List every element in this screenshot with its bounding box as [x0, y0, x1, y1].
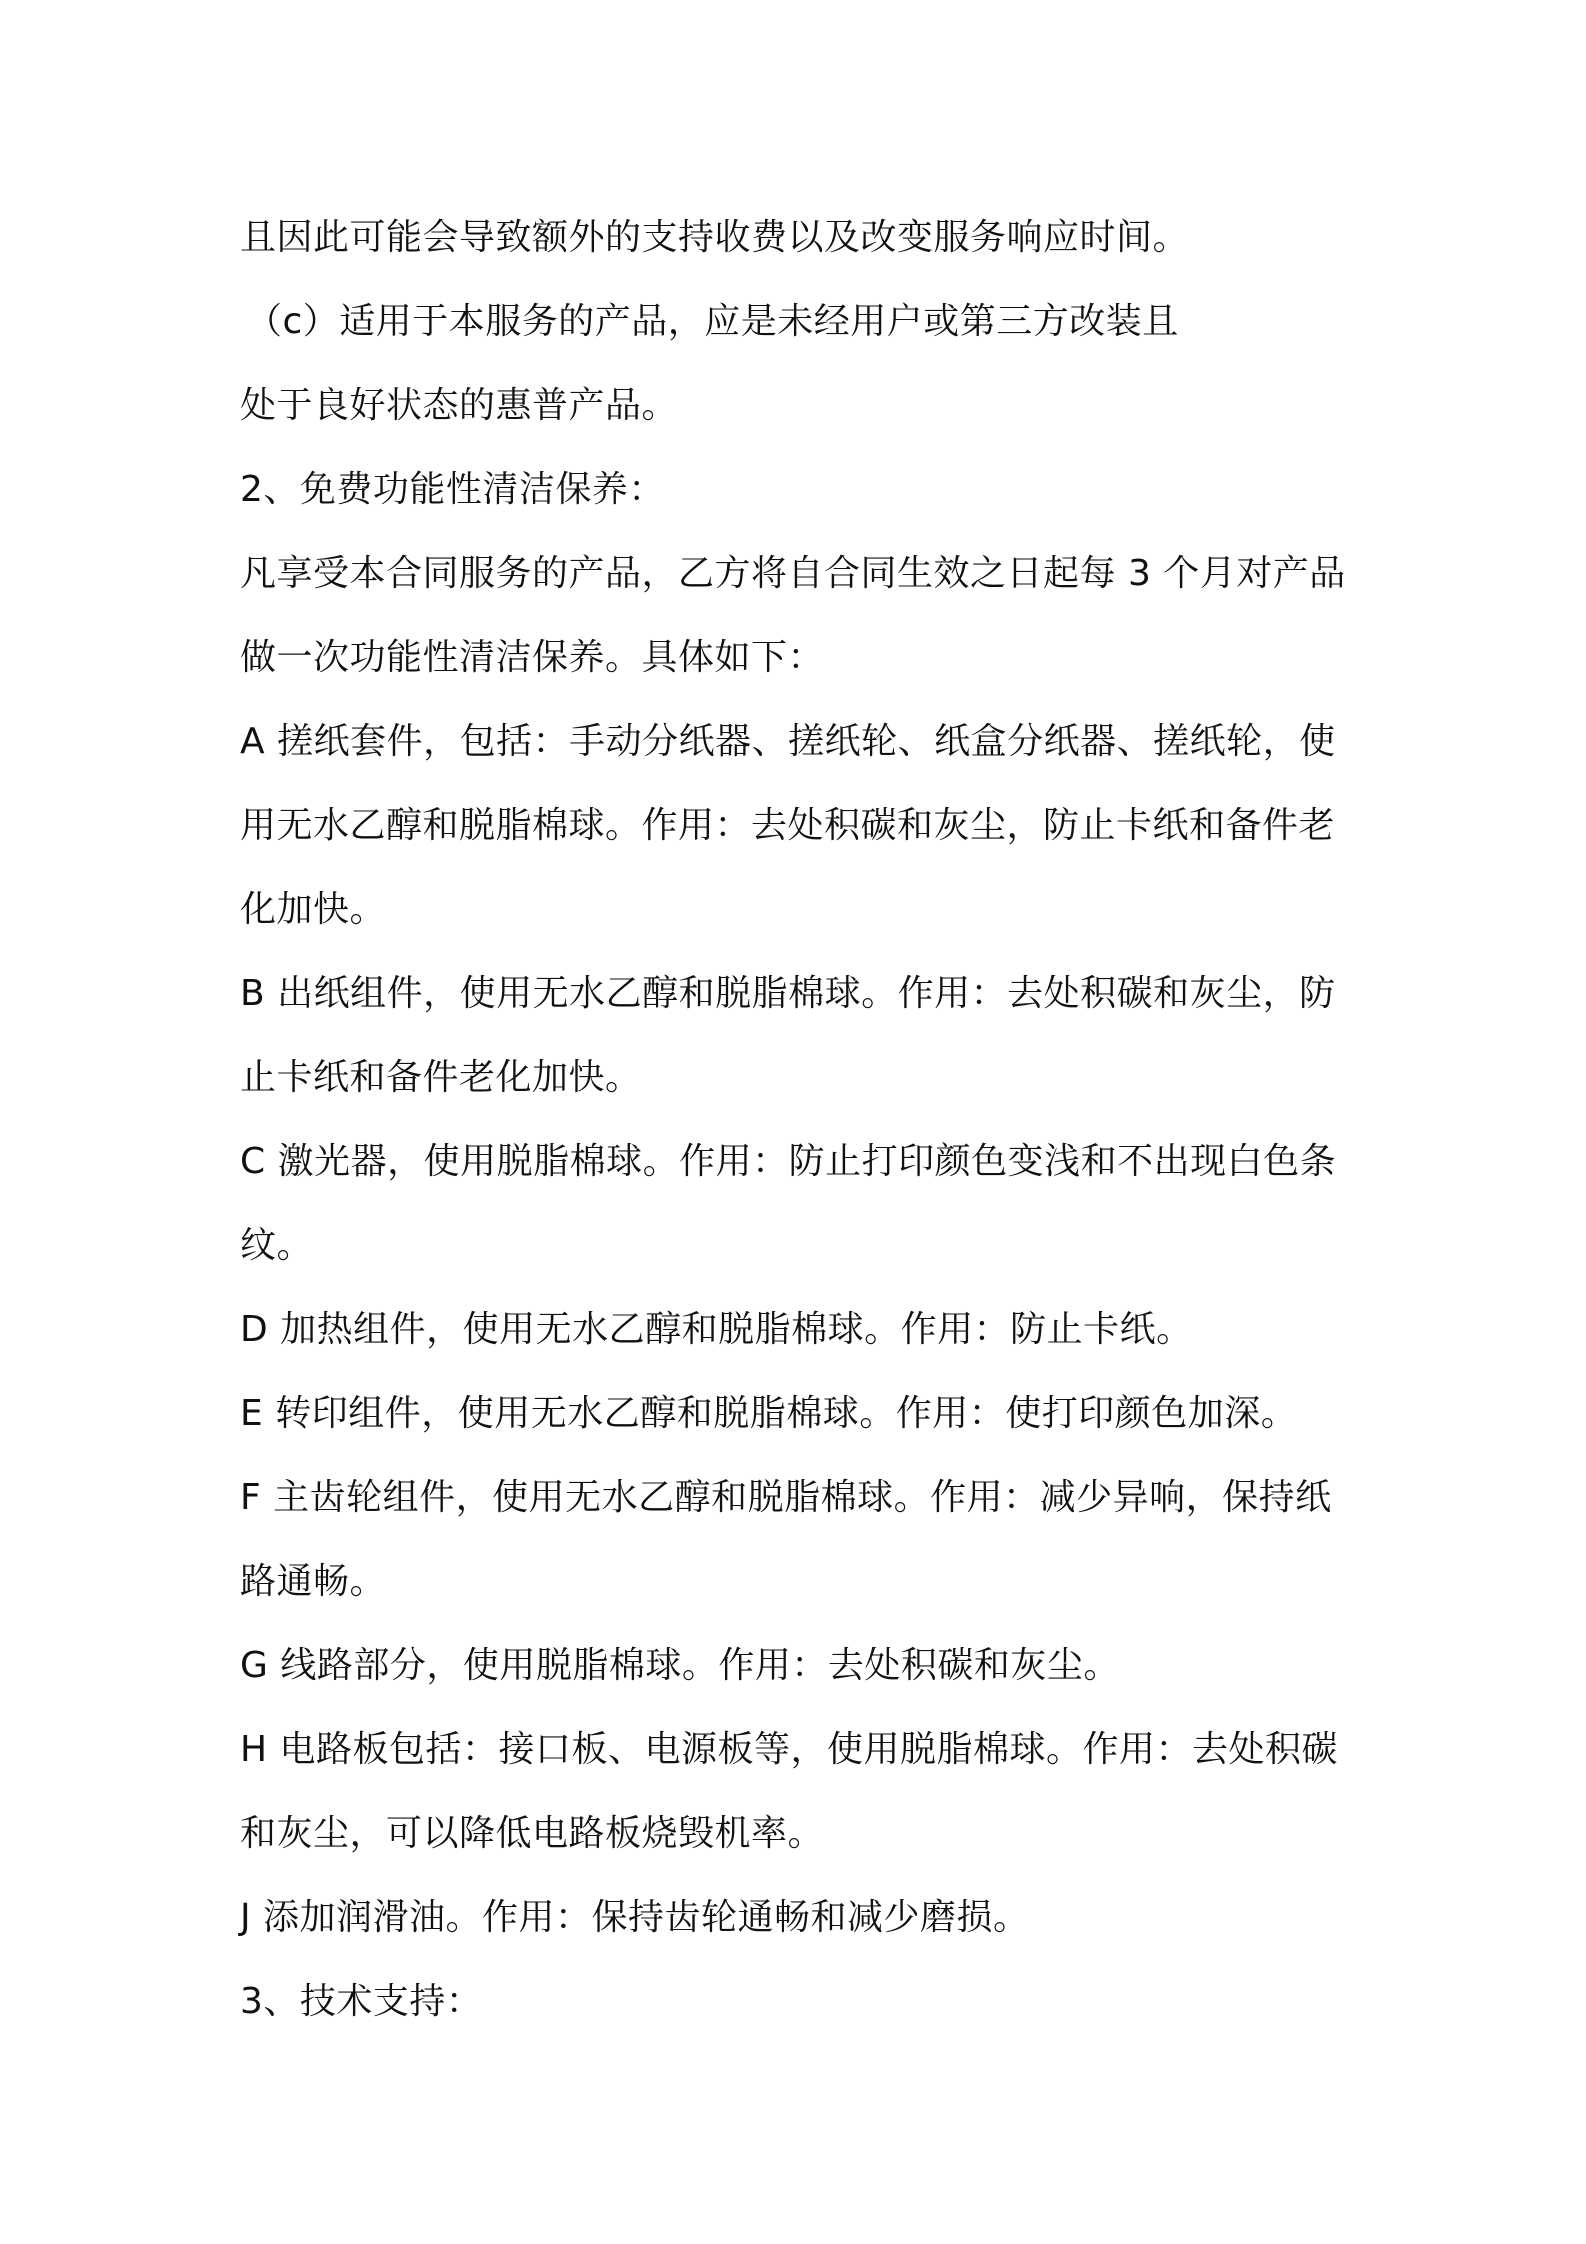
text-line: 路通畅。 [240, 1561, 387, 1602]
text-line: 且因此可能会导致额外的支持收费以及改变服务响应时间。 [240, 217, 1190, 258]
section-heading: 3、技术支持： [240, 1981, 483, 2022]
text-line: 凡享受本合同服务的产品，乙方将自合同生效之日起每 3 个月对产品 [240, 553, 1346, 594]
section-heading: 2、免费功能性清洁保养： [240, 469, 665, 510]
text-line: 止卡纸和备件老化加快。 [240, 1057, 642, 1098]
text-line: F 主齿轮组件，使用无水乙醇和脱脂棉球。作用：减少异响，保持纸 [240, 1477, 1332, 1518]
text-line: H 电路板包括：接口板、电源板等，使用脱脂棉球。作用：去处积碳 [240, 1729, 1339, 1770]
text-line: C 激光器，使用脱脂棉球。作用：防止打印颜色变浅和不出现白色条 [240, 1141, 1337, 1182]
text-line: J 添加润滑油。作用：保持齿轮通畅和减少磨损。 [240, 1897, 1030, 1938]
text-line: B 出纸组件，使用无水乙醇和脱脂棉球。作用：去处积碳和灰尘，防 [240, 973, 1336, 1014]
text-line: （c）适用于本服务的产品，应是未经用户或第三方改装且 [246, 301, 1179, 342]
text-line: 和灰尘，可以降低电路板烧毁机率。 [240, 1813, 825, 1854]
text-line: 纹。 [240, 1225, 314, 1266]
text-line: D 加热组件，使用无水乙醇和脱脂棉球。作用：防止卡纸。 [240, 1309, 1193, 1350]
text-line: 化加快。 [240, 889, 387, 930]
text-line: 做一次功能性清洁保养。具体如下： [240, 637, 825, 678]
text-line: 用无水乙醇和脱脂棉球。作用：去处积碳和灰尘，防止卡纸和备件老 [240, 805, 1336, 846]
text-line: E 转印组件，使用无水乙醇和脱脂棉球。作用：使打印颜色加深。 [240, 1393, 1298, 1434]
text-line: G 线路部分，使用脱脂棉球。作用：去处积碳和灰尘。 [240, 1645, 1120, 1686]
document-body [240, 196, 1360, 2044]
text-line: 处于良好状态的惠普产品。 [240, 385, 679, 426]
text-line: A 搓纸套件，包括：手动分纸器、搓纸轮、纸盒分纸器、搓纸轮，使 [240, 721, 1336, 762]
